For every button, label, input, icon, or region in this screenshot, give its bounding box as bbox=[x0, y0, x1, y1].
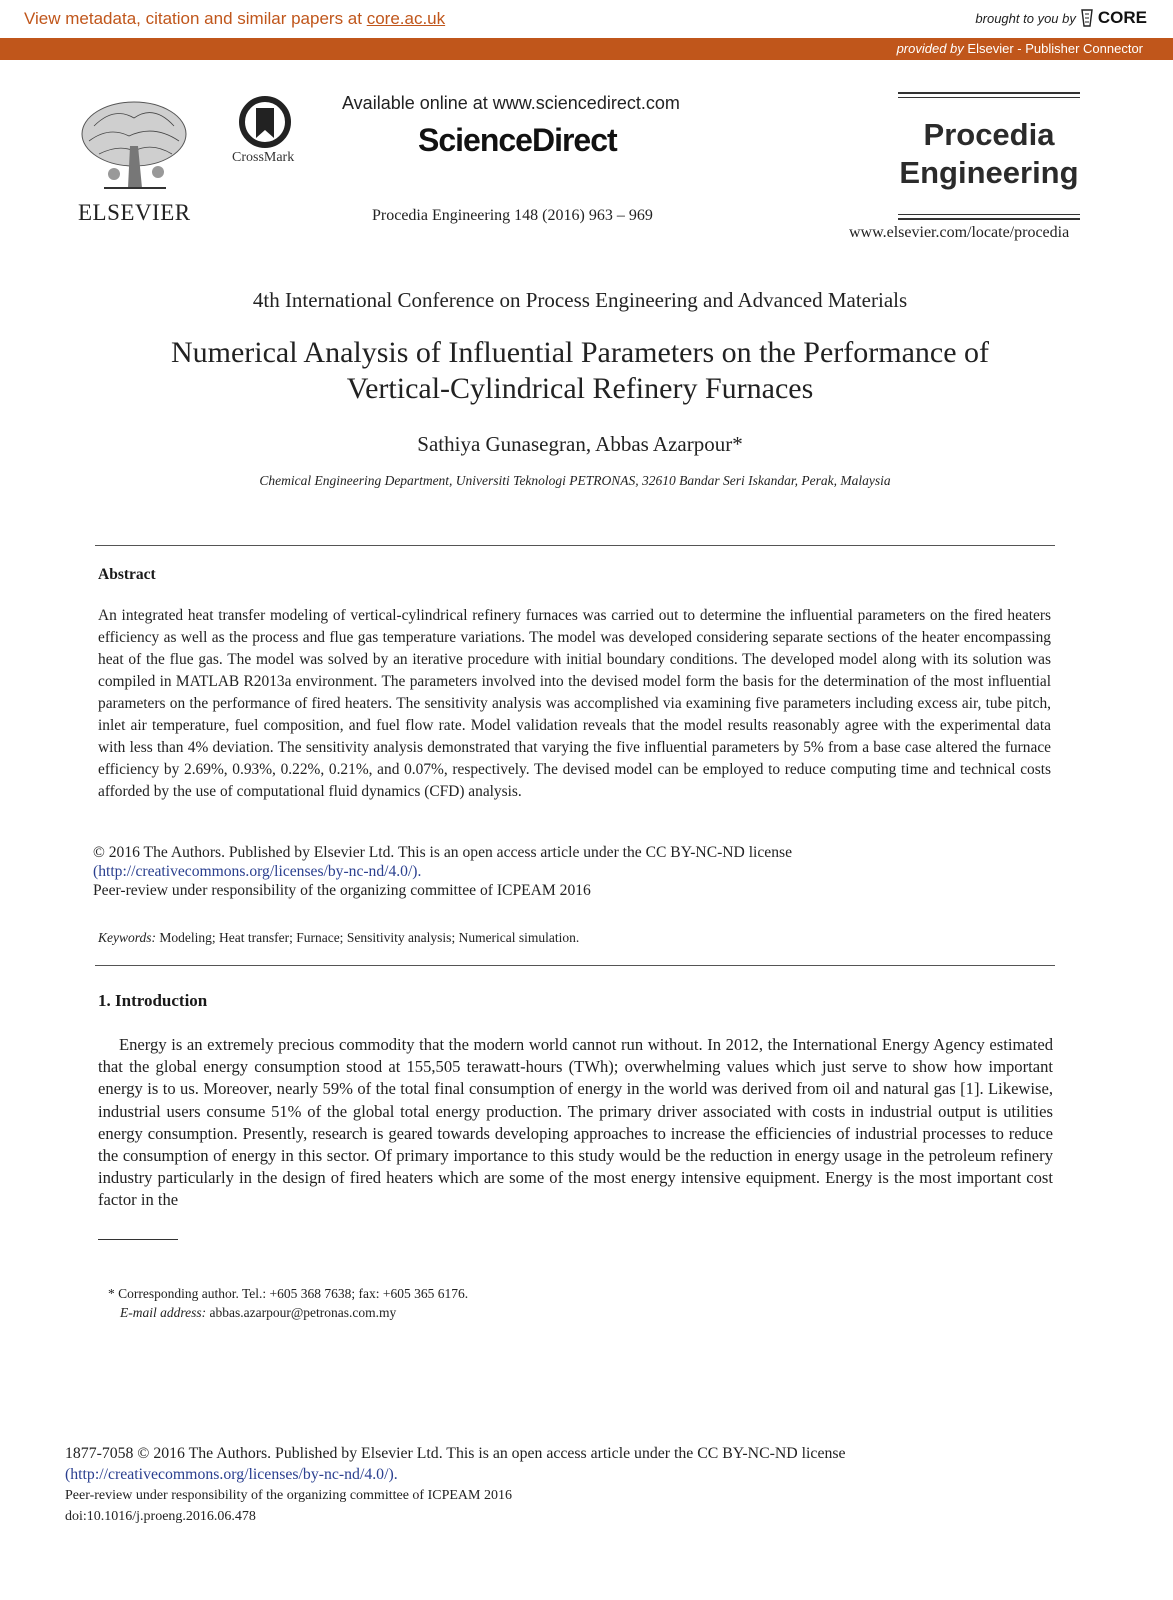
crossmark-label: CrossMark bbox=[232, 150, 295, 165]
author-affiliation: Chemical Engineering Department, Universiti Teknologi PETRONAS, 32610 Bandar Seri Iskandar, Perak, Malaysia bbox=[259, 473, 891, 488]
journal-title-rule-top-thin bbox=[898, 97, 1080, 98]
available-online-text[interactable]: Available online at www.sciencedirect.com bbox=[342, 93, 680, 113]
bottom-peer-review: Peer-review under responsibility of the organizing committee of ICPEAM 2016 bbox=[65, 1488, 512, 1503]
journal-title bbox=[898, 116, 1080, 192]
brought-by-label: brought to you by bbox=[975, 10, 1076, 26]
core-brand: CORE bbox=[1097, 8, 1147, 27]
introduction-body: Energy is an extremely precious commodity that the modern world cannot run without. In 2012, the International Energy Agency estimated that the global energy consumption stood at 155,505 terawatt-hours (TWh); overwhelming values which just serve to show how important energy is to us. Moreover, nearly 59% of the total final consumption of energy in the world was derived from oil and natural gas [1]. Likewise, industrial users consume 51% of the global total energy production. The primary driver associated with costs in industrial output is utilities energy consumption. Presently, research is geared towards developing approaches to increase the efficiencies of industrial processes to reduce the consumption of energy in this sector. Of primary importance to this study would be the reduction in energy usage in the petroleum refinery industry particularly in the design of fired heaters which are some of the most energy intensive equipment. Energy is the most important cost factor in the bbox=[98, 1035, 1053, 1210]
core-logo-icon bbox=[1080, 8, 1094, 28]
keywords-label: Keywords: bbox=[98, 930, 156, 945]
keywords bbox=[98, 930, 579, 946]
bottom-matter bbox=[65, 1443, 1065, 1527]
email-line bbox=[108, 1303, 468, 1322]
keywords-bottom-rule bbox=[95, 965, 1055, 966]
footnote bbox=[108, 1284, 468, 1322]
journal-title-rule-top bbox=[898, 92, 1080, 94]
paper-title bbox=[100, 335, 1060, 407]
footnote-rule bbox=[98, 1239, 178, 1240]
license-url[interactable]: (http://creativecommons.org/licenses/by-nc-nd/4.0/). bbox=[93, 863, 422, 880]
journal-title-rule-bottom bbox=[898, 218, 1080, 220]
keywords-value: Modeling; Heat transfer; Furnace; Sensitivity analysis; Numerical simulation. bbox=[156, 930, 580, 945]
paper-authors: Sathiya Gunasegran, Abbas Azarpour* bbox=[417, 432, 743, 456]
provided-by-value: Elsevier - Publisher Connector bbox=[967, 41, 1143, 56]
publisher-word: ELSEVIER bbox=[78, 200, 191, 225]
journal-reference: Procedia Engineering 148 (2016) 963 – 969 bbox=[372, 207, 653, 224]
bottom-license-url[interactable]: (http://creativecommons.org/licenses/by-nc-nd/4.0/). bbox=[65, 1466, 398, 1483]
abstract-body: An integrated heat transfer modeling of vertical-cylindrical refinery furnaces was carried out to determine the influential parameters on the fired heaters efficiency as well as the process and flue gas temperature variations. The model was developed considering separate sections of the heater encompassing heat of the flue gas. The model was solved by an iterative procedure with initial boundary conditions. The developed model along with its solution was compiled in MATLAB R2013a environment. The parameters involved into the devised model form the basis for the determination of the most influential parameters on the performance of fired heaters. The sensitivity analysis was accomplished via examining five parameters including excess air, tube pitch, inlet air temperature, fuel composition, and fuel flow rate. Model validation reveals that the model results reasonably agree with the experimental data with less than 4% deviation. The sensitivity analysis demonstrated that varying the five influential parameters by 5% from a base case altered the furnace efficiency by 2.69%, 0.93%, 0.22%, 0.21%, and 0.07%, respectively. The devised model can be employed to reduce computing time and technical costs afforded by the use of computational fluid dynamics (CFD) analysis. bbox=[98, 607, 1051, 800]
sciencedirect-logo: ScienceDirect bbox=[418, 122, 617, 158]
abstract-heading: Abstract bbox=[98, 566, 156, 583]
journal-title-line1: Procedia bbox=[923, 117, 1055, 152]
peer-review-line: Peer-review under responsibility of the organizing committee of ICPEAM 2016 bbox=[93, 882, 591, 899]
introduction-heading: 1. Introduction bbox=[98, 991, 208, 1010]
conference-name: 4th International Conference on Process Engineering and Advanced Materials bbox=[252, 288, 908, 312]
elsevier-tree-logo-icon bbox=[74, 96, 194, 196]
provided-by-label: provided by bbox=[896, 41, 964, 56]
copyright-line: © 2016 The Authors. Published by Elsevier Ltd. This is an open access article under the CC BY-NC-ND license bbox=[93, 844, 793, 861]
doi[interactable]: doi:10.1016/j.proeng.2016.06.478 bbox=[65, 1509, 256, 1524]
journal-title-rule-bottom-thin bbox=[898, 214, 1080, 215]
corresponding-author: * Corresponding author. Tel.: +605 368 7638; fax: +605 365 6176. bbox=[108, 1286, 469, 1301]
journal-title-block bbox=[898, 92, 1080, 220]
core-brought-by[interactable] bbox=[975, 8, 1147, 28]
issn-line: 1877-7058 © 2016 The Authors. Published by Elsevier Ltd. This is an open access article under the CC BY-NC-ND license bbox=[65, 1445, 846, 1462]
journal-url[interactable]: www.elsevier.com/locate/procedia bbox=[849, 224, 1070, 241]
core-metadata-link[interactable]: View metadata, citation and similar papers at core.ac.uk bbox=[24, 9, 446, 28]
email-label: E-mail address: bbox=[120, 1305, 207, 1320]
core-banner bbox=[0, 0, 1173, 38]
license-block bbox=[93, 843, 993, 900]
paper-title-line2: Vertical-Cylindrical Refinery Furnaces bbox=[346, 372, 814, 405]
core-site-link[interactable]: core.ac.uk bbox=[366, 9, 446, 28]
journal-title-line2: Engineering bbox=[899, 155, 1079, 190]
abstract-top-rule bbox=[95, 545, 1055, 546]
email-address[interactable]: abbas.azarpour@petronas.com.my bbox=[206, 1305, 397, 1320]
paper-title-line1: Numerical Analysis of Influential Parameters on the Performance of bbox=[170, 336, 990, 369]
core-provided-by[interactable] bbox=[897, 41, 1143, 56]
